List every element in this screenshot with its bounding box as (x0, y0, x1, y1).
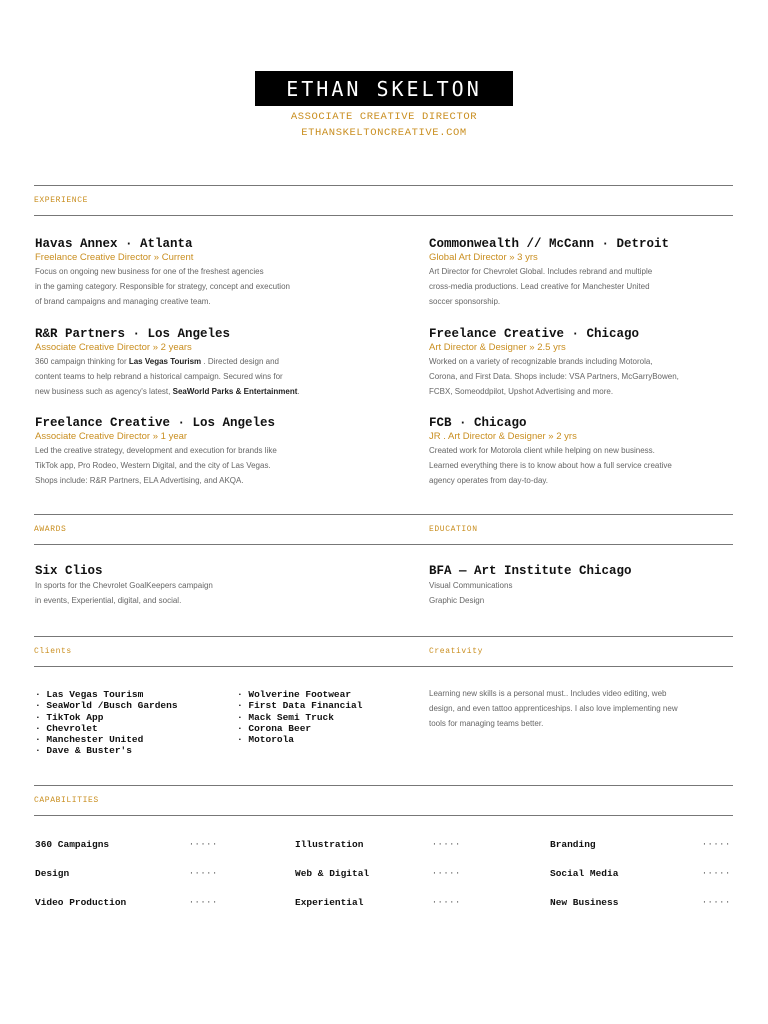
job-description-line (429, 473, 733, 488)
divider (34, 785, 733, 786)
divider (34, 666, 733, 667)
text-segment: TikTok app, Pro Rodeo, Western Digital, and the city of Las Vegas. (35, 461, 271, 470)
capability-dots: ····· (702, 898, 732, 907)
job-description-line (429, 369, 733, 384)
capability-dots: ····· (189, 840, 219, 849)
text-segment: content teams to help rebrand a historical campaign. Secured wins for (35, 372, 283, 381)
job-company: Freelance Creative · Los Angeles (35, 416, 276, 430)
text-segment: new business such as agency's latest, (35, 387, 173, 396)
text-segment: agency operates from day-to-day. (429, 476, 549, 485)
divider (34, 185, 733, 186)
text-segment: Shops include: R&R Partners, ELA Advertising, and AKQA. (35, 476, 244, 485)
text-segment: in the gaming category. Responsible for strategy, concept and execution (35, 282, 290, 291)
job-role: Global Art Director » 3 yrs (429, 252, 538, 263)
job-description-line (429, 264, 733, 279)
job-description-line (35, 279, 365, 294)
job-description (35, 354, 365, 399)
job-description-line (35, 264, 365, 279)
section-label-education: EDUCATION (429, 525, 478, 534)
client-item: · Chevrolet (35, 722, 98, 734)
job-description-line (35, 473, 365, 488)
job-description (429, 443, 733, 488)
client-item: · Dave & Buster's (35, 745, 132, 757)
text-segment: cross-media productions. Lead creative for Manchester United (429, 282, 650, 291)
website-link[interactable]: ETHANSKELTONCREATIVE.COM (301, 127, 467, 139)
text-segment: Worked on a variety of recognizable brands including Motorola, (429, 357, 653, 366)
client-item: · First Data Financial (237, 700, 363, 712)
job-company: R&R Partners · Los Angeles (35, 327, 231, 341)
capability-dots: ····· (432, 898, 462, 907)
creativity-line: design, and even tattoo apprenticeships. I also love implementing new (429, 704, 678, 713)
job-company: Freelance Creative · Chicago (429, 327, 640, 341)
client-item: · Corona Beer (237, 722, 312, 734)
education-item (429, 564, 733, 608)
job-role: Associate Creative Director » 2 years (35, 342, 192, 353)
job-description-line (429, 443, 733, 458)
client-item: · Wolverine Footwear (237, 689, 352, 700)
section-label-clients: Clients (34, 647, 72, 656)
capability-name: Experiential (295, 897, 364, 908)
experience-item (429, 416, 733, 488)
job-title: ASSOCIATE CREATIVE DIRECTOR (290, 111, 478, 123)
text-segment: FCBX, Someoddpilot, Upshot Advertising and more. (429, 387, 614, 396)
capability-name: Web & Digital (295, 868, 370, 879)
experience-item (429, 237, 733, 309)
education-line: Visual Communications (429, 581, 513, 590)
job-description (429, 354, 733, 399)
capability-dots: ····· (702, 869, 732, 878)
text-segment: . Directed design and (201, 357, 279, 366)
job-description-line (429, 279, 733, 294)
capability-name: New Business (550, 897, 619, 908)
client-item: · TikTok App (35, 711, 104, 723)
text-segment: Art Director for Chevrolet Global. Includes rebrand and multiple (429, 267, 653, 276)
highlight-text: SeaWorld Parks & Entertainment (172, 387, 298, 396)
job-description-line (429, 458, 733, 473)
job-company: FCB · Chicago (429, 416, 527, 430)
job-role: Art Director & Designer » 2.5 yrs (429, 342, 566, 353)
capability-name: 360 Campaigns (35, 839, 110, 850)
capability-dots: ····· (432, 840, 462, 849)
name: ETHAN SKELTON (286, 76, 482, 101)
capability-name: Branding (550, 839, 596, 850)
capability-dots: ····· (189, 869, 219, 878)
capability-dots: ····· (432, 869, 462, 878)
education-line: Graphic Design (429, 596, 485, 605)
job-description (35, 264, 365, 309)
job-company: Commonwealth // McCann · Detroit (429, 237, 670, 251)
award-title: Six Clios (35, 564, 103, 578)
job-description-line (35, 354, 365, 369)
job-description-line (35, 294, 365, 309)
text-segment: Focus on ongoing new business for one of the freshest agencies (35, 267, 264, 276)
experience-item (35, 416, 365, 488)
creativity-text (429, 686, 733, 731)
capability-dots: ····· (189, 898, 219, 907)
section-label-experience: EXPERIENCE (34, 196, 89, 205)
job-description-line (429, 384, 733, 399)
client-item: · SeaWorld /Busch Gardens (35, 700, 178, 712)
creativity-line: Learning new skills is a personal must.. Includes video editing, web (429, 689, 667, 698)
job-description-line (429, 294, 733, 309)
job-role: Associate Creative Director » 1 year (35, 431, 188, 442)
section-label-creativity: Creativity (429, 647, 484, 656)
divider (34, 514, 733, 515)
text-segment: . (297, 387, 300, 396)
capability-dots: ····· (702, 840, 732, 849)
highlight-text: Las Vegas Tourism (128, 357, 202, 366)
job-role: JR . Art Director & Designer » 2 yrs (429, 431, 577, 442)
award-item (35, 564, 365, 608)
divider (34, 815, 733, 816)
creativity-line: tools for managing teams better. (429, 719, 544, 728)
capability-name: Social Media (550, 868, 619, 879)
text-segment: soccer sponsorship. (429, 297, 501, 306)
experience-item (429, 327, 733, 399)
award-line: In sports for the Chevrolet GoalKeepers campaign (35, 581, 213, 590)
client-item: · Mack Semi Truck (237, 711, 334, 723)
capability-name: Design (35, 868, 70, 879)
job-role: Freelance Creative Director » Current (35, 252, 194, 263)
section-label-awards: AWARDS (34, 525, 67, 534)
award-line: in events, Experiential, digital, and social. (35, 596, 182, 605)
client-list (237, 689, 362, 745)
divider (34, 215, 733, 216)
job-description-line (35, 384, 365, 399)
capability-name: Illustration (295, 839, 364, 850)
experience-item (35, 237, 365, 309)
text-segment: 360 campaign thinking for (35, 357, 129, 366)
text-segment: Corona, and First Data. Shops include: VSA Partners, McGarryBowen, (429, 372, 679, 381)
divider (34, 544, 733, 545)
client-item: · Motorola (237, 734, 295, 746)
job-company: Havas Annex · Atlanta (35, 237, 193, 251)
text-segment: Led the creative strategy, development and execution for brands like (35, 446, 277, 455)
job-description-line (35, 443, 365, 458)
job-description-line (35, 458, 365, 473)
job-description (429, 264, 733, 309)
capability-name: Video Production (35, 897, 127, 908)
client-item: · Manchester United (35, 734, 144, 746)
client-list (35, 689, 178, 757)
divider (34, 636, 733, 637)
client-item: · Las Vegas Tourism (35, 689, 144, 700)
job-description-line (429, 354, 733, 369)
section-label-capabilities: CAPABILITIES (34, 796, 99, 805)
text-segment: of brand campaigns and managing creative team. (35, 297, 211, 306)
job-description-line (35, 369, 365, 384)
experience-item (35, 327, 365, 399)
name-banner (255, 71, 513, 106)
job-description (35, 443, 365, 488)
text-segment: Learned everything there is to know about how a full service creative (429, 461, 672, 470)
text-segment: Created work for Motorola client while helping on new business. (429, 446, 655, 455)
education-title: BFA — Art Institute Chicago (429, 564, 632, 578)
